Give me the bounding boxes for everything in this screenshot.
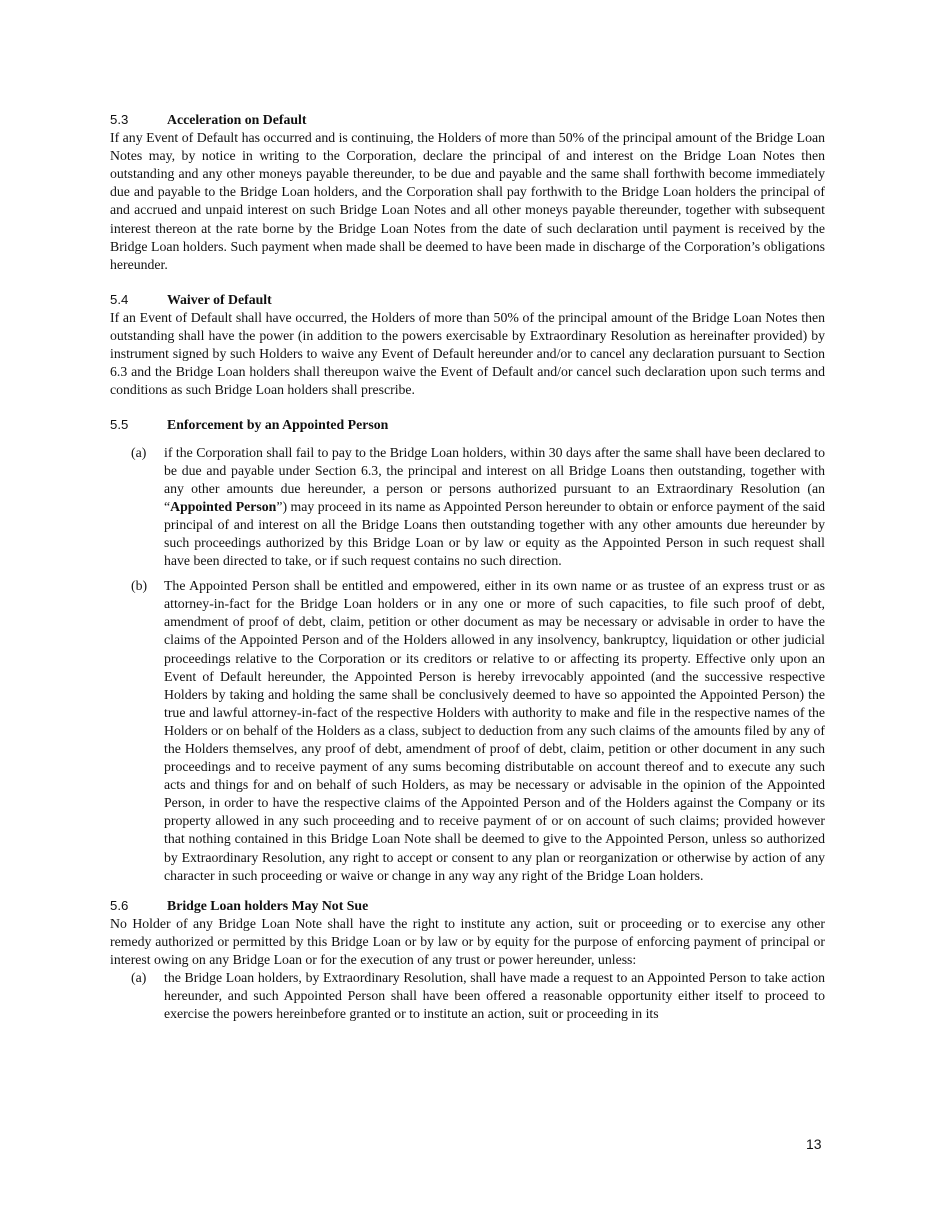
section-heading (110, 416, 825, 434)
section-number: 5.6 (110, 897, 129, 913)
section-5-5 (110, 416, 825, 884)
list-item-text (164, 444, 825, 571)
list-item-label: (a) (131, 970, 147, 986)
section-heading (110, 897, 825, 915)
section-5-3 (110, 111, 825, 274)
list-item-a (110, 444, 825, 571)
list-item-text: The Appointed Person shall be entitled and empowered, either in its own name or as trustee of an express trust or as attorney-in-fact for the Bridge Loan holders or in any one or more of such capacities, to file such proof of debt, amendment of proof of debt, claim, petition or other document as may be necessary or advisable in order to have the claims of the Appointed Person and of the Holders allowed in any insolvency, bankruptcy, liquidation or other judicial proceedings relative to the Corporation or its creditors or relative to or affecting its property. Effective only upon an Event of Default hereunder, the Appointed Person is hereby irrevocably appointed (and the successive respective Holders by taking and holding the same shall be conclusively deemed to have so appointed the Appointed Person) the true and lawful attorney-in-fact of the respective Holders with authority to make and file in the respective names of the Holders or on behalf of the Holders as a class, subject to deduction from any such claims of the amounts filed by any of the Holders themselves, any proof of debt, amendment of proof of debt, claim, petition or other document in any such proceedings and to receive payment of any sums becoming distributable on account thereof and to execute any such acts and things for and on behalf of such Holders, as may be necessary or advisable in the opinion of the Appointed Person, in order to have the respective claims of the Appointed Person and of the Holders against the Company or its property allowed in any such proceeding and to receive payment of or on account of such claims; provided however that nothing contained in this Bridge Loan Note shall be deemed to give to the Appointed Person, unless so authorized by Extraordinary Resolution, any right to accept or consent to any plan or reorganization or otherwise by action of any character in such proceeding or waive or change in any way any right of the Bridge Loan holders. (164, 578, 825, 883)
document-page (110, 111, 825, 1040)
section-title: Bridge Loan holders May Not Sue (167, 897, 369, 913)
section-5-6 (110, 897, 825, 1024)
section-5-4 (110, 291, 825, 400)
section-title: Enforcement by an Appointed Person (167, 417, 389, 433)
list-item-text-part: if the Corporation shall fail to pay to the Bridge Loan holders, within 30 days after the same shall have been declared to be due and payable under Section 6.3, the principal and interest on all Bridge Loans then outstanding, together with any other amounts due hereunder, a person or persons authorized pursuant to an Extraordinary Resolution (an “ (164, 444, 825, 514)
section-body: No Holder of any Bridge Loan Note shall have the right to institute any action, suit or proceeding or to exercise any other remedy authorized or permitted by this Bridge Loan or by law or by equity for the purpose of enforcing payment of principal or interest owing on any Bridge Loan or for the execution of any trust or power hereunder, unless: (110, 915, 825, 968)
section-heading (110, 111, 825, 129)
section-number: 5.5 (110, 417, 129, 433)
list-item-text: the Bridge Loan holders, by Extraordinary Resolution, shall have made a request to an Appointed Person to take action hereunder, and such Appointed Person shall have been offered a reasonable opportunity either itself to proceed to exercise the powers hereinbefore granted or to institute an action, suit or proceeding in its (164, 970, 825, 1022)
section-title: Waiver of Default (167, 291, 272, 307)
list-item-text-part: ”) may proceed in its name as Appointed Person hereunder to obtain or enforce payment of the said principal of and interest on all the Bridge Loans then outstanding together with any other amounts due hereunder by such proceedings authorized by this Bridge Loan or by law or equity as the Appointed Person in such request shall have been directed to take, or if such request contains no such direction. (164, 498, 825, 569)
list-item-label: (a) (131, 444, 147, 460)
section-body: If any Event of Default has occurred and is continuing, the Holders of more than 50% of the principal amount of the Bridge Loan Notes may, by notice in writing to the Corporation, declare the principal of and interest on the Bridge Loan Notes then outstanding and any other moneys payable thereunder, to be due and payable and the same shall forthwith become immediately due and payable to the Bridge Loan holders, and the Corporation shall pay forthwith to the Bridge Loan holders the principal of and accrued and unpaid interest on such Bridge Loan Notes and all other moneys payable thereunder, together with subsequent interest thereon at the rate borne by the Bridge Loan Notes from the date of such declaration until payment is received by the Bridge Loan holders. Such payment when made shall be deemed to have been made in discharge of the Corporation’s obligations hereunder. (110, 130, 825, 272)
section-heading (110, 291, 825, 309)
section-number: 5.3 (110, 112, 129, 127)
list-item-b (110, 577, 825, 885)
list-item-a (110, 969, 825, 1023)
list-item-label: (b) (131, 578, 148, 594)
defined-term: Appointed Person (170, 498, 277, 514)
section-body: If an Event of Default shall have occurred, the Holders of more than 50% of the principal amount of the Bridge Loan Notes then outstanding shall have the power (in addition to the powers exercisable by Extraordinary Resolution as hereinafter provided) by instrument signed by such Holders to waive any Event of Default hereunder and/or to cancel any declaration pursuant to Section 6.3 and the Bridge Loan holders shall thereupon waive the Event of Default and/or cancel such declaration upon such terms and conditions as such Bridge Loan holders shall prescribe. (110, 309, 825, 398)
page-number: 13 (806, 1136, 822, 1152)
section-number: 5.4 (110, 291, 129, 307)
section-title: Acceleration on Default (167, 112, 307, 127)
